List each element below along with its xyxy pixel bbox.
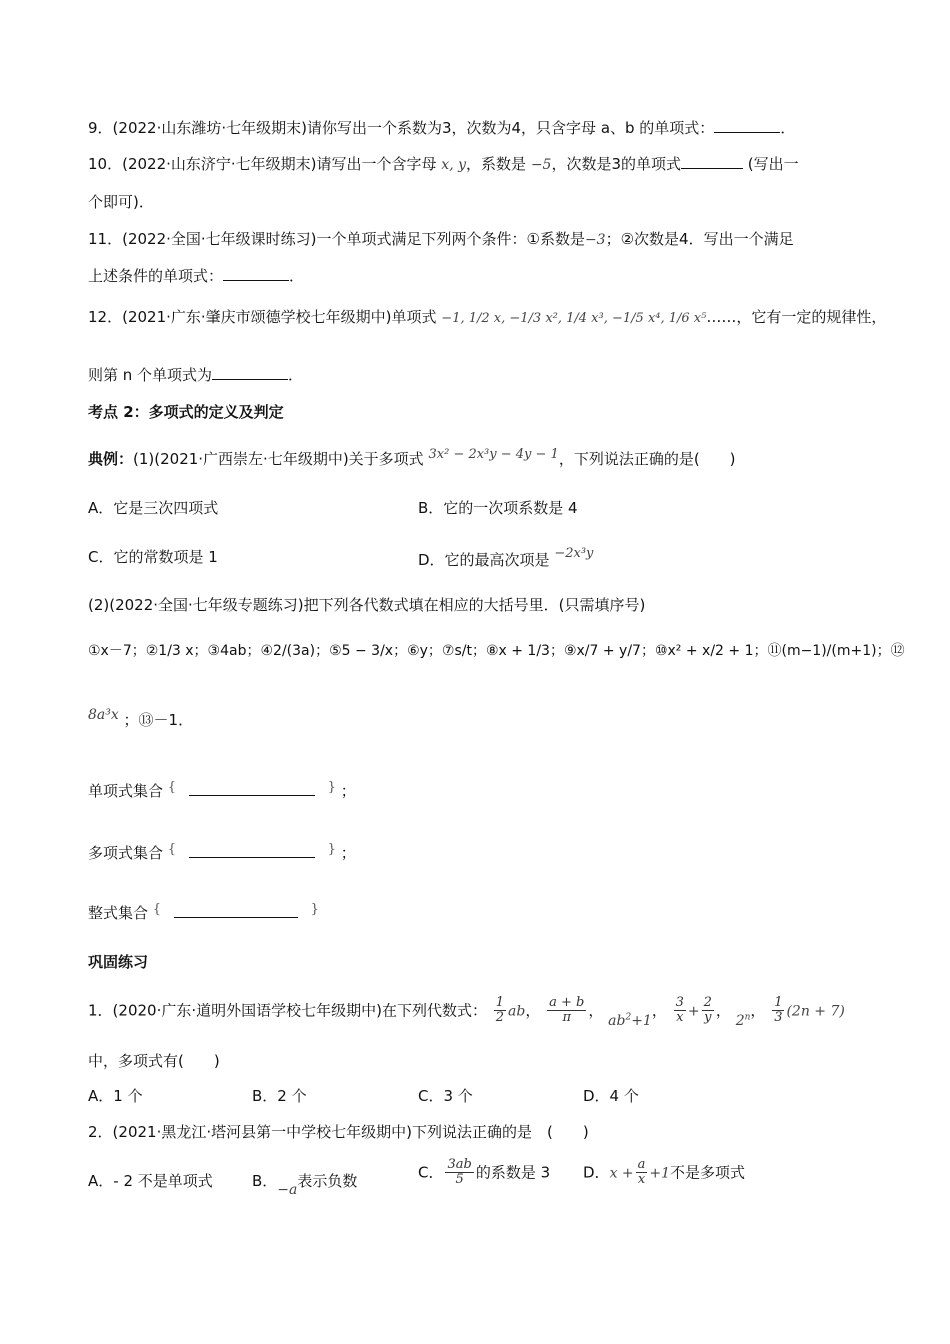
- option-d-math: −2x³y: [554, 546, 594, 561]
- option-d-label: D．它的最高次项是: [418, 551, 550, 569]
- p2-option-d-text: 不是多项式: [670, 1163, 746, 1182]
- q11-blank[interactable]: [223, 279, 289, 281]
- q12-text1: 12．(2021·广东·肇庆市颂德学校七年级期中)单项式: [88, 308, 437, 326]
- example-2: (2)(2022·全国·七年级专题练习)把下列各代数式填在相应的大括号里．(只需填序号): [88, 596, 646, 614]
- p1-option-b[interactable]: B．2 个: [252, 1087, 307, 1105]
- p2-option-c-frac: $\frac{3ab}{5}$: [447, 1157, 472, 1188]
- q12-text2: ……，它有一定的规律性，: [706, 308, 887, 326]
- q10-math-xy: x, y: [441, 157, 467, 173]
- example-text2: ，下列说法正确的是( ): [558, 450, 736, 468]
- option-c[interactable]: C．它的常数项是 1: [88, 548, 218, 566]
- p1-expr-3: $ab^2+1$: [608, 1012, 652, 1030]
- p2-option-c-text: 的系数是 3: [475, 1163, 551, 1182]
- set-monomial-label: 单项式集合: [88, 782, 164, 800]
- option-a[interactable]: A．它是三次四项式: [88, 499, 219, 517]
- question-12: [88, 306, 890, 327]
- p2-option-d-label: D．: [583, 1163, 610, 1182]
- q12-blank[interactable]: [212, 378, 288, 380]
- p2-option-b-text: 表示负数: [297, 1172, 358, 1190]
- q10-blank[interactable]: [681, 167, 743, 169]
- item-13: ；⑬－1．: [123, 711, 194, 729]
- p2-option-d[interactable]: [583, 1158, 745, 1188]
- example-label: 典例：: [88, 450, 134, 468]
- question-10-line2: [88, 191, 890, 212]
- set-polynomial-label: 多项式集合: [88, 844, 164, 862]
- q11-math: −3: [584, 232, 606, 248]
- example-text1: (1)(2021·广西崇左·七年级期中)关于多项式: [133, 450, 424, 468]
- set-integral-label: 整式集合: [88, 904, 149, 922]
- section-title-kaodian2: 考点 2：多项式的定义及判定: [88, 403, 284, 421]
- q12-line2a: 则第 n 个单项式为: [88, 366, 213, 384]
- q10-line2: 个即可)．: [88, 193, 154, 211]
- p1-expr-5: 2$^n$: [735, 1012, 751, 1030]
- q10-text2: ，系数是: [466, 155, 527, 173]
- p1-option-a[interactable]: A．1 个: [88, 1087, 143, 1105]
- section-title-practice: 巩固练习: [88, 953, 149, 971]
- q10-text3: ，次数是3的单项式: [551, 155, 681, 173]
- q10-math-coef: −5: [530, 157, 552, 173]
- p1-expr-6-tail: (2n + 7): [786, 1003, 845, 1020]
- example-2-items-line2: [88, 707, 890, 730]
- p1-text1: 1．(2020·广东·道明外国语学校七年级期中)在下列代数式：: [88, 1001, 487, 1020]
- p1-expr-4a: $\frac{3}{x}$: [675, 995, 684, 1026]
- brace-close-icon: }: [327, 780, 336, 795]
- set-monomial: [88, 780, 890, 801]
- p1-expr-1: $\frac{1}{2}$: [495, 995, 505, 1026]
- brace-open-icon: {: [152, 902, 162, 917]
- q11-text2: ；②次数是4．写出一个满足: [605, 230, 794, 248]
- p2-option-c[interactable]: [418, 1158, 550, 1188]
- example-2-items: [88, 640, 905, 660]
- item-12-math: 8a³x: [88, 707, 119, 723]
- p1-expr-2: $\frac{a + b}{\pi}$: [549, 995, 585, 1026]
- p2-option-c-label: C．: [418, 1163, 444, 1182]
- p2-option-a[interactable]: A．- 2 不是单项式: [88, 1172, 213, 1190]
- option-d[interactable]: [418, 546, 593, 570]
- brace-close-icon: }: [327, 842, 336, 857]
- question-11: [88, 228, 890, 249]
- p2-option-d-math2: +1: [649, 1165, 671, 1182]
- practice-1-line2: 中，多项式有( ): [88, 1052, 220, 1070]
- example-polynomial: 3x² − 2x³y − 4y − 1: [428, 447, 559, 462]
- set-integral: [88, 902, 890, 923]
- p2-option-d-frac: $\frac{a}{x}$: [637, 1157, 646, 1188]
- p2-option-b[interactable]: [252, 1170, 357, 1198]
- practice-2: 2．(2021·黑龙江·塔河县第一中学校七年级期中)下列说法正确的是 ( ): [88, 1123, 589, 1141]
- p1-option-c[interactable]: C．3 个: [418, 1087, 473, 1105]
- practice-1: 1．(2020·广东·道明外国语学校七年级期中)在下列代数式： $\frac{1}{2}$ ab， $\frac{a + b}{\pi}$ ， $ab^2+1$， $\frac{3}{x}$ + $\frac{2}{y}$ ， 2$^n$， $\frac{1}{3}$ (2n + 7): [88, 995, 845, 1030]
- q11-line2b: ．: [289, 267, 305, 285]
- set-polynomial-semicolon: ；: [340, 844, 356, 862]
- question-10: [88, 153, 890, 174]
- question-9: [88, 117, 890, 138]
- p1-expr-4b: $\frac{2}{y}$: [703, 995, 712, 1026]
- question-11-line2: [88, 265, 890, 286]
- p1-option-d[interactable]: D．4 个: [583, 1087, 639, 1105]
- p1-expr-6: $\frac{1}{3}$: [774, 995, 783, 1026]
- set-polynomial: [88, 842, 890, 863]
- p2-option-b-math: −a: [277, 1182, 298, 1198]
- q9-blank[interactable]: [714, 131, 780, 133]
- p2-option-d-math1: x +: [609, 1165, 634, 1182]
- items-list: ①x－7；②1/3 x；③4ab；④2/(3a)；⑤5 − 3/x；⑥y；⑦s/t；⑧x + 1/3；⑨x/7 + y/7；⑩x² + x/2 + 1；⑪(m−1)/(m+1)；⑫: [88, 643, 905, 659]
- brace-close-icon: }: [310, 902, 319, 917]
- q11-text1: 11．(2022·全国·七年级课时练习)一个单项式满足下列两个条件：①系数是: [88, 230, 585, 248]
- set-polynomial-blank[interactable]: [189, 856, 315, 858]
- set-monomial-semicolon: ；: [340, 782, 356, 800]
- set-monomial-blank[interactable]: [189, 794, 315, 796]
- brace-open-icon: {: [167, 780, 177, 795]
- q12-line2b: ．: [288, 366, 304, 384]
- q9-text: 9．(2022·山东潍坊·七年级期末)请你写出一个系数为3，次数为4，只含字母 a、b 的单项式：: [88, 119, 715, 137]
- q12-sequence: −1, 1/2 x, −1/3 x², 1/4 x³, −1/5 x⁴, 1/6 x⁵: [441, 311, 707, 326]
- q11-line2a: 上述条件的单项式：: [88, 267, 224, 285]
- set-integral-blank[interactable]: [174, 916, 298, 918]
- q10-text4: (写出一: [747, 155, 799, 173]
- question-12-line2: [88, 364, 890, 385]
- q10-text1: 10．(2022·山东济宁·七年级期末)请写出一个含字母: [88, 155, 437, 173]
- p2-option-b-label: B．: [252, 1172, 278, 1190]
- option-b[interactable]: B．它的一次项系数是 4: [418, 499, 578, 517]
- q9-tail: ．: [780, 119, 796, 137]
- example-1: [88, 447, 890, 469]
- brace-open-icon: {: [167, 842, 177, 857]
